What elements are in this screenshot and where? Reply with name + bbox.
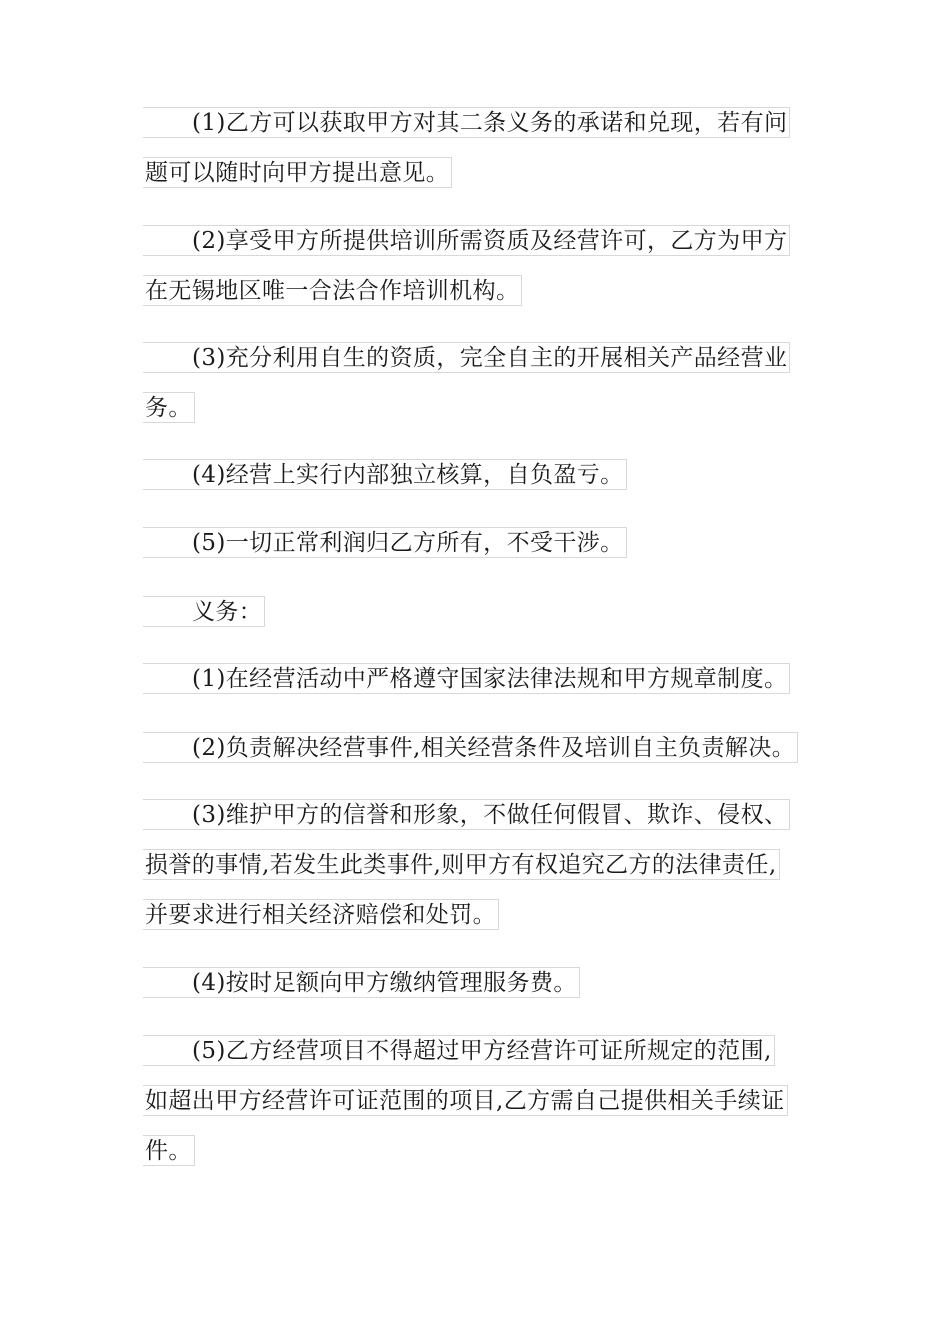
obligation-4-line-1: (4)按时足额向甲方缴纳管理服务费。 <box>143 967 580 998</box>
obligation-3-line-3: 并要求进行相关经济赔偿和处罚。 <box>143 899 499 930</box>
obligation-3-line-2: 损誉的事情,若发生此类事件,则甲方有权追究乙方的法律责任, <box>143 849 780 880</box>
obligation-1-line-1: (1)在经营活动中严格遵守国家法律法规和甲方规章制度。 <box>143 663 790 694</box>
obligation-3-line-1: (3)维护甲方的信誉和形象，不做任何假冒、欺诈、侵权、 <box>143 799 790 830</box>
paragraph-2-line-1: (2)享受甲方所提供培训所需资质及经营许可，乙方为甲方 <box>143 225 790 256</box>
obligation-5-line-3: 件。 <box>143 1135 195 1166</box>
obligation-5-line-1: (5)乙方经营项目不得超过甲方经营许可证所规定的范围, <box>143 1035 775 1066</box>
section-heading-obligations: 义务： <box>143 596 265 627</box>
paragraph-5-line-1: (5)一切正常利润归乙方所有，不受干涉。 <box>143 527 627 558</box>
paragraph-1-line-2: 题可以随时向甲方提出意见。 <box>143 157 452 188</box>
paragraph-2-line-2: 在无锡地区唯一合法合作培训机构。 <box>143 275 522 306</box>
paragraph-3-line-2: 务。 <box>143 392 195 423</box>
obligation-2-line-1: (2)负责解决经营事件,相关经营条件及培训自主负责解决。 <box>143 732 798 763</box>
obligation-5-line-2: 如超出甲方经营许可证范围的项目,乙方需自己提供相关手续证 <box>143 1085 788 1116</box>
paragraph-3-line-1: (3)充分利用自生的资质，完全自主的开展相关产品经营业 <box>143 342 790 373</box>
paragraph-4-line-1: (4)经营上实行内部独立核算，自负盈亏。 <box>143 459 627 490</box>
paragraph-1-line-1: (1)乙方可以获取甲方对其二条义务的承诺和兑现，若有问 <box>143 107 790 138</box>
